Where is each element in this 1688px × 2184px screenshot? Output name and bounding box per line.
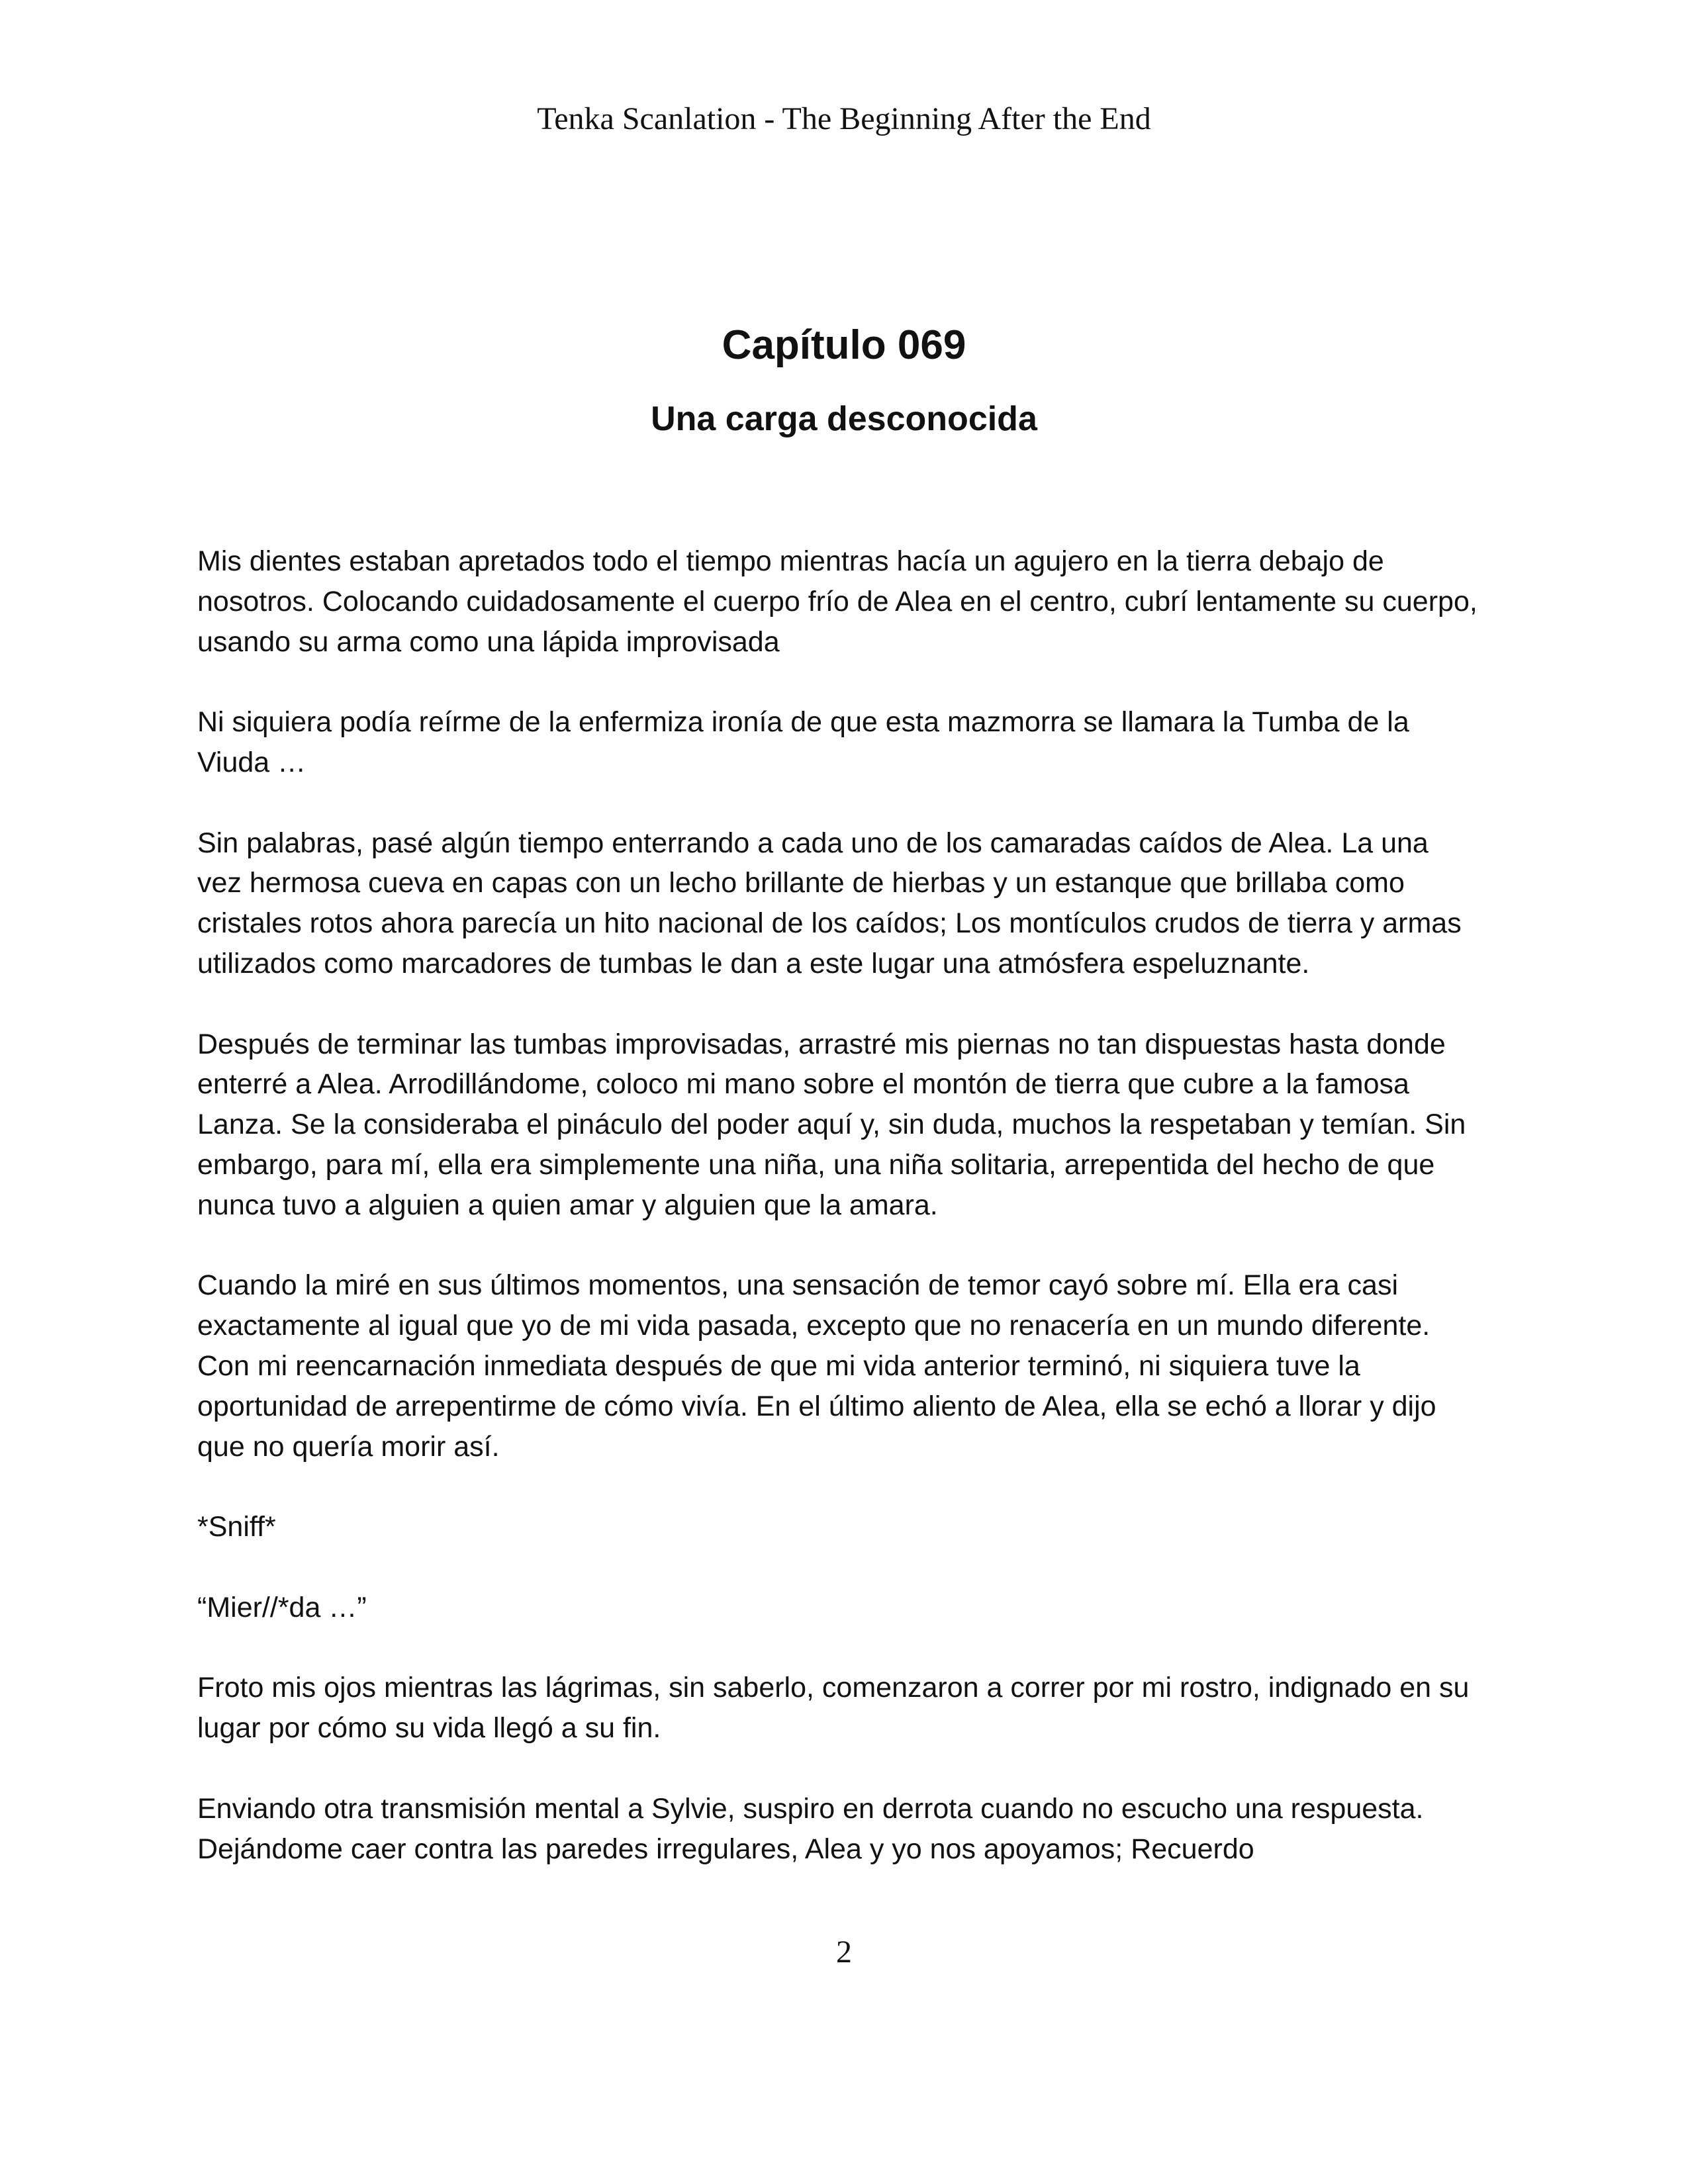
paragraph: Mis dientes estaban apretados todo el tiempo mientras hacía un agujero en la tierra debajo de nosotros. Colocando cuidadosamente el cuerpo frío de Alea en el centro, cubrí lentamente su cuerpo, usando su arma como una lápida improvisada <box>197 545 1477 658</box>
chapter-subtitle: Una carga desconocida <box>651 400 1037 438</box>
chapter-title: Capítulo 069 <box>722 322 966 368</box>
paragraph: Enviando otra transmisión mental a Sylvie, suspiro en derrota cuando no escucho una respuesta. Dejándome caer contra las paredes irregulares, Alea y yo nos apoyamos; Recuerdo <box>197 1792 1424 1865</box>
paragraph: *Sniff* <box>197 1511 276 1543</box>
page-number: 2 <box>836 1934 852 1970</box>
paragraph: Ni siquiera podía reírme de la enfermiza ironía de que esta mazmorra se llamara la Tumba de la Viuda … <box>197 706 1409 778</box>
chapter-body <box>197 541 1478 1909</box>
paragraph: “Mier//*da …” <box>197 1591 367 1623</box>
paragraph: Sin palabras, pasé algún tiempo enterrando a cada uno de los camaradas caídos de Alea. La una vez hermosa cueva en capas con un lecho brillante de hierbas y un estanque que brillaba como cristales rotos ahora parecía un hito nacional de los caídos; Los montículos crudos de tierra y armas utilizados como marcadores de tumbas le dan a este lugar una atmósfera espeluznante. <box>197 827 1462 979</box>
paragraph: Froto mis ojos mientras las lágrimas, sin saberlo, comenzaron a correr por mi rostro, indignado en su lugar por cómo su vida llegó a su fin. <box>197 1672 1470 1745</box>
paragraph: Después de terminar las tumbas improvisadas, arrastré mis piernas no tan dispuestas hasta donde enterré a Alea. Arrodillándome, coloco mi mano sobre el montón de tierra que cubre a la famosa Lanza. Se la consideraba el pináculo del poder aquí y, sin duda, muchos la respetaban y temían. Sin embargo, para mí, ella era simplemente una niña, una niña solitaria, arrepentida del hecho de que nunca tuvo a alguien a quien amar y alguien que la amara. <box>197 1028 1466 1221</box>
paragraph: Cuando la miré en sus últimos momentos, una sensación de temor cayó sobre mí. Ella era casi exactamente al igual que yo de mi vida pasada, excepto que no renacería en un mundo diferente. Con mi reencarnación inmediata después de que mi vida anterior terminó, ni siquiera tuve la oportunidad de arrepentirme de cómo vivía. En el último aliento de Alea, ella se echó a llorar y dijo que no quería morir así. <box>197 1269 1436 1463</box>
page-header: Tenka Scanlation - The Beginning After the End <box>537 101 1151 136</box>
